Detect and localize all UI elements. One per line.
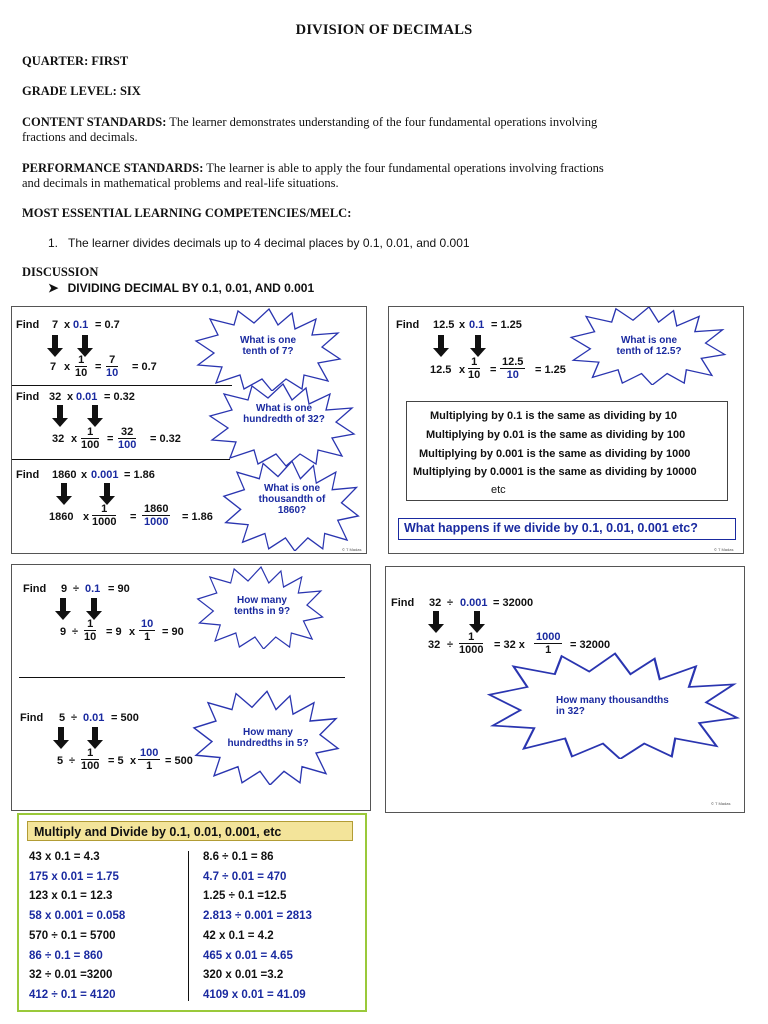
p4-l2a: 32 [428,639,441,651]
p4-op: ÷ [447,597,454,609]
table-cell-left: 86 ÷ 0.1 = 860 [29,949,103,962]
ex3-l2x: x [83,511,90,523]
question-banner: What happens if we divide by 0.1, 0.01, 0.001 etc? [398,518,736,540]
grade-line [22,84,752,99]
ex2-eq: = 0.32 [104,391,135,403]
table-cell-right: 2.813 ÷ 0.001 = 2813 [203,910,312,923]
table-cell-right: 465 x 0.01 = 4.65 [203,949,293,962]
table-cell-right: 8.6 ÷ 0.1 = 86 [203,851,274,863]
table-cell-right: 4109 x 0.01 = 41.09 [203,988,306,1001]
performance-standards-text-2: and decimals in mathematical problems and real-life situations. [22,176,339,190]
ex3-a: 1860 [52,469,77,481]
panel-multiply-examples [11,306,367,554]
p3-ex1-l2x: x [129,626,136,638]
p3-ex2-l2op: ÷ [69,755,76,767]
p3-ex1-l2op: ÷ [72,626,79,638]
p2-l2x: x [459,364,466,376]
ex1-b: 0.1 [73,319,89,331]
p2-l2a: 12.5 [430,364,452,376]
panel-divide-thousandth [385,566,745,813]
p3-star2-text: How many hundredths in 5? [227,727,309,749]
discussion-subtitle: DIVIDING DECIMAL BY 0.1, 0.01, AND 0.001 [67,281,315,295]
ex1-op: x [64,319,71,331]
performance-standards-label: PERFORMANCE STANDARDS: [22,161,204,175]
table-cell-right: 42 x 0.1 = 4.2 [203,929,274,942]
star1-text: What is one tenth of 7? [239,335,297,357]
down-arrow-icon [60,598,66,612]
melc-item-number: 1. [48,236,59,250]
ex3-b: 0.001 [91,469,119,481]
table-cell-left: 32 ÷ 0.01 =3200 [29,969,113,982]
divider [19,677,345,678]
p3-ex2-op: ÷ [71,712,78,724]
p4-frac2: $\frac{1000}{1}$ [536,631,561,656]
credit: © T Madas [711,801,731,806]
ex2-eq2: = [107,433,114,445]
p4-b: 0.001 [460,597,488,609]
ex3-result: = 1.86 [182,511,213,523]
ex1-eq: = 0.7 [95,319,120,331]
ex1-frac1: $\frac{1}{10}$ [75,354,88,379]
ex2-find: Find [16,391,40,403]
table-cell-left: 570 ÷ 0.1 = 5700 [29,929,116,942]
content-standards-text-2: fractions and decimals. [22,130,138,144]
rule-4: Multiplying by 0.0001 is the same as dividing by 10000 [413,466,697,478]
ex3-frac2: $\frac{1860}{1000}$ [144,503,169,528]
rule-3: Multiplying by 0.001 is the same as dividing by 1000 [419,448,691,460]
star3-text: What is one thousandth of 1860? [258,483,326,516]
p4-star-text: How many thousandths in 32? [556,695,669,717]
down-arrow-icon [433,611,439,625]
p2-result: = 1.25 [535,364,566,376]
ex3-frac1: $\frac{1}{1000}$ [92,503,117,528]
melc-label: MOST ESSENTIAL LEARNING COMPETENCIES/MELC: [22,206,352,220]
p3-ex1-frac1: $\frac{1}{10}$ [84,618,97,643]
star2-text: What is one hundredth of 32? [243,403,325,425]
practice-table [17,813,367,1012]
grade-value: SIX [119,84,141,98]
p2-b: 0.1 [469,319,485,331]
p2-a: 12.5 [433,319,455,331]
ex2-op: x [67,391,74,403]
performance-standards-text: The learner is able to apply the four fundamental operations involving fractions [206,161,604,175]
down-arrow-icon [61,483,67,497]
p3-ex2-eq: = 500 [111,712,139,724]
ex2-frac1: $\frac{1}{100}$ [81,426,100,451]
p3-ex1-l2a: 9 [60,626,67,638]
down-arrow-icon [52,335,58,349]
p3-ex2-l2x: x [130,755,137,767]
ex1-find: Find [16,319,40,331]
rules-box [406,401,728,501]
table-cell-left: 412 ÷ 0.1 = 4120 [29,988,116,1001]
rule-1: Multiplying by 0.1 is the same as dividing by 10 [430,410,677,422]
quarter-label: QUARTER: [22,54,89,68]
p3-ex1-op: ÷ [73,583,80,595]
p4-eq: = 32000 [493,597,534,609]
grade-label: GRADE LEVEL: [22,84,117,98]
down-arrow-icon [92,727,98,741]
down-arrow-icon [82,335,88,349]
p3-ex1-frac2: $\frac{10}{1}$ [141,618,154,643]
table-header: Multiply and Divide by 0.1, 0.01, 0.001, etc [27,821,353,841]
ex1-eq2: = [95,361,102,373]
ex2-a: 32 [49,391,62,403]
ex2-l2x: x [71,433,78,445]
p2-op: x [459,319,466,331]
table-cell-left: 175 x 0.01 = 1.75 [29,870,119,883]
ex3-eq: = 1.86 [124,469,155,481]
p4-frac1: $\frac{1}{1000}$ [459,631,484,656]
content-standards-label: CONTENT STANDARDS: [22,115,167,129]
table-cell-left: 58 x 0.001 = 0.058 [29,910,126,923]
rule-etc: etc [491,484,506,496]
p4-l2op: ÷ [447,639,454,651]
ex1-a: 7 [52,319,59,331]
bullet-arrow-icon: ➤ [48,281,59,295]
p3-ex1-find: Find [23,583,47,595]
ex2-l2a: 32 [52,433,65,445]
panel-divide-examples [11,564,371,811]
p4-a: 32 [429,597,442,609]
p3-ex1-eq: = 90 [108,583,130,595]
p2-frac1: $\frac{1}{10}$ [468,356,481,381]
p3-ex2-mid: = 5 [108,755,124,767]
discussion-sub [48,281,768,296]
ex3-op: x [81,469,88,481]
down-arrow-icon [92,405,98,419]
down-arrow-icon [475,335,481,349]
discussion-label: DISCUSSION [22,265,99,279]
content-standards-text: The learner demonstrates understanding of the four fundamental operations involving [169,115,598,129]
table-cell-right: 1.25 ÷ 0.1 =12.5 [203,890,287,903]
table-cell-right: 4.7 ÷ 0.01 = 470 [203,870,287,883]
down-arrow-icon [438,335,444,349]
p3-ex2-b: 0.01 [83,712,105,724]
content-standards [22,115,752,130]
p3-ex2-l2a: 5 [57,755,64,767]
down-arrow-icon [474,611,480,625]
p3-ex2-find: Find [20,712,44,724]
document-title: DIVISION OF DECIMALS [295,22,473,38]
p4-result: = 32000 [570,639,611,651]
divider [12,459,230,460]
ex1-frac2: $\frac{7}{10}$ [106,354,119,379]
p2-find: Find [396,319,420,331]
p3-ex1-result: = 90 [162,626,184,638]
p4-find: Find [391,597,415,609]
quarter-value: FIRST [91,54,129,68]
p3-ex2-a: 5 [59,712,66,724]
p2-eq2: = [490,364,497,376]
ex1-result: = 0.7 [132,361,157,373]
table-cell-right: 320 x 0.01 =3.2 [203,969,284,982]
credit: © T Madas [342,547,362,552]
p3-ex1-a: 9 [61,583,68,595]
credit: © T Madas [714,547,734,552]
performance-standards [22,161,752,176]
p2-eq: = 1.25 [491,319,522,331]
down-arrow-icon [91,598,97,612]
p3-ex1-b: 0.1 [85,583,101,595]
panel-multiply-rules [388,306,744,554]
p3-star1-text: How many tenths in 9? [233,595,291,617]
ex1-l2x: x [64,361,71,373]
table-cell-left: 43 x 0.1 = 4.3 [29,851,100,863]
melc-item-text: The learner divides decimals up to 4 decimal places by 0.1, 0.01, and 0.001 [68,236,470,250]
down-arrow-icon [58,727,64,741]
p2-frac2: $\frac{12.5}{10}$ [502,356,524,381]
table-cell-left: 123 x 0.1 = 12.3 [29,890,113,903]
ex3-find: Find [16,469,40,481]
quarter-line [22,54,752,69]
down-arrow-icon [57,405,63,419]
p2-star-text: What is one tenth of 12.5? [616,335,682,357]
p3-ex2-frac2: $\frac{100}{1}$ [140,747,159,772]
p3-ex1-mid: = 9 [106,626,122,638]
ex3-eq2: = [130,511,137,523]
ex3-l2a: 1860 [49,511,74,523]
down-arrow-icon [104,483,110,497]
ex2-result: = 0.32 [150,433,181,445]
ex2-frac2: $\frac{32}{100}$ [118,426,137,451]
table-divider [188,851,189,1001]
p4-mid: = 32 x [494,639,525,651]
ex2-b: 0.01 [76,391,98,403]
p3-ex2-result: = 500 [165,755,193,767]
p3-ex2-frac1: $\frac{1}{100}$ [81,747,100,772]
ex1-l2a: 7 [50,361,57,373]
rule-2: Multiplying by 0.01 is the same as dividing by 100 [426,429,686,441]
